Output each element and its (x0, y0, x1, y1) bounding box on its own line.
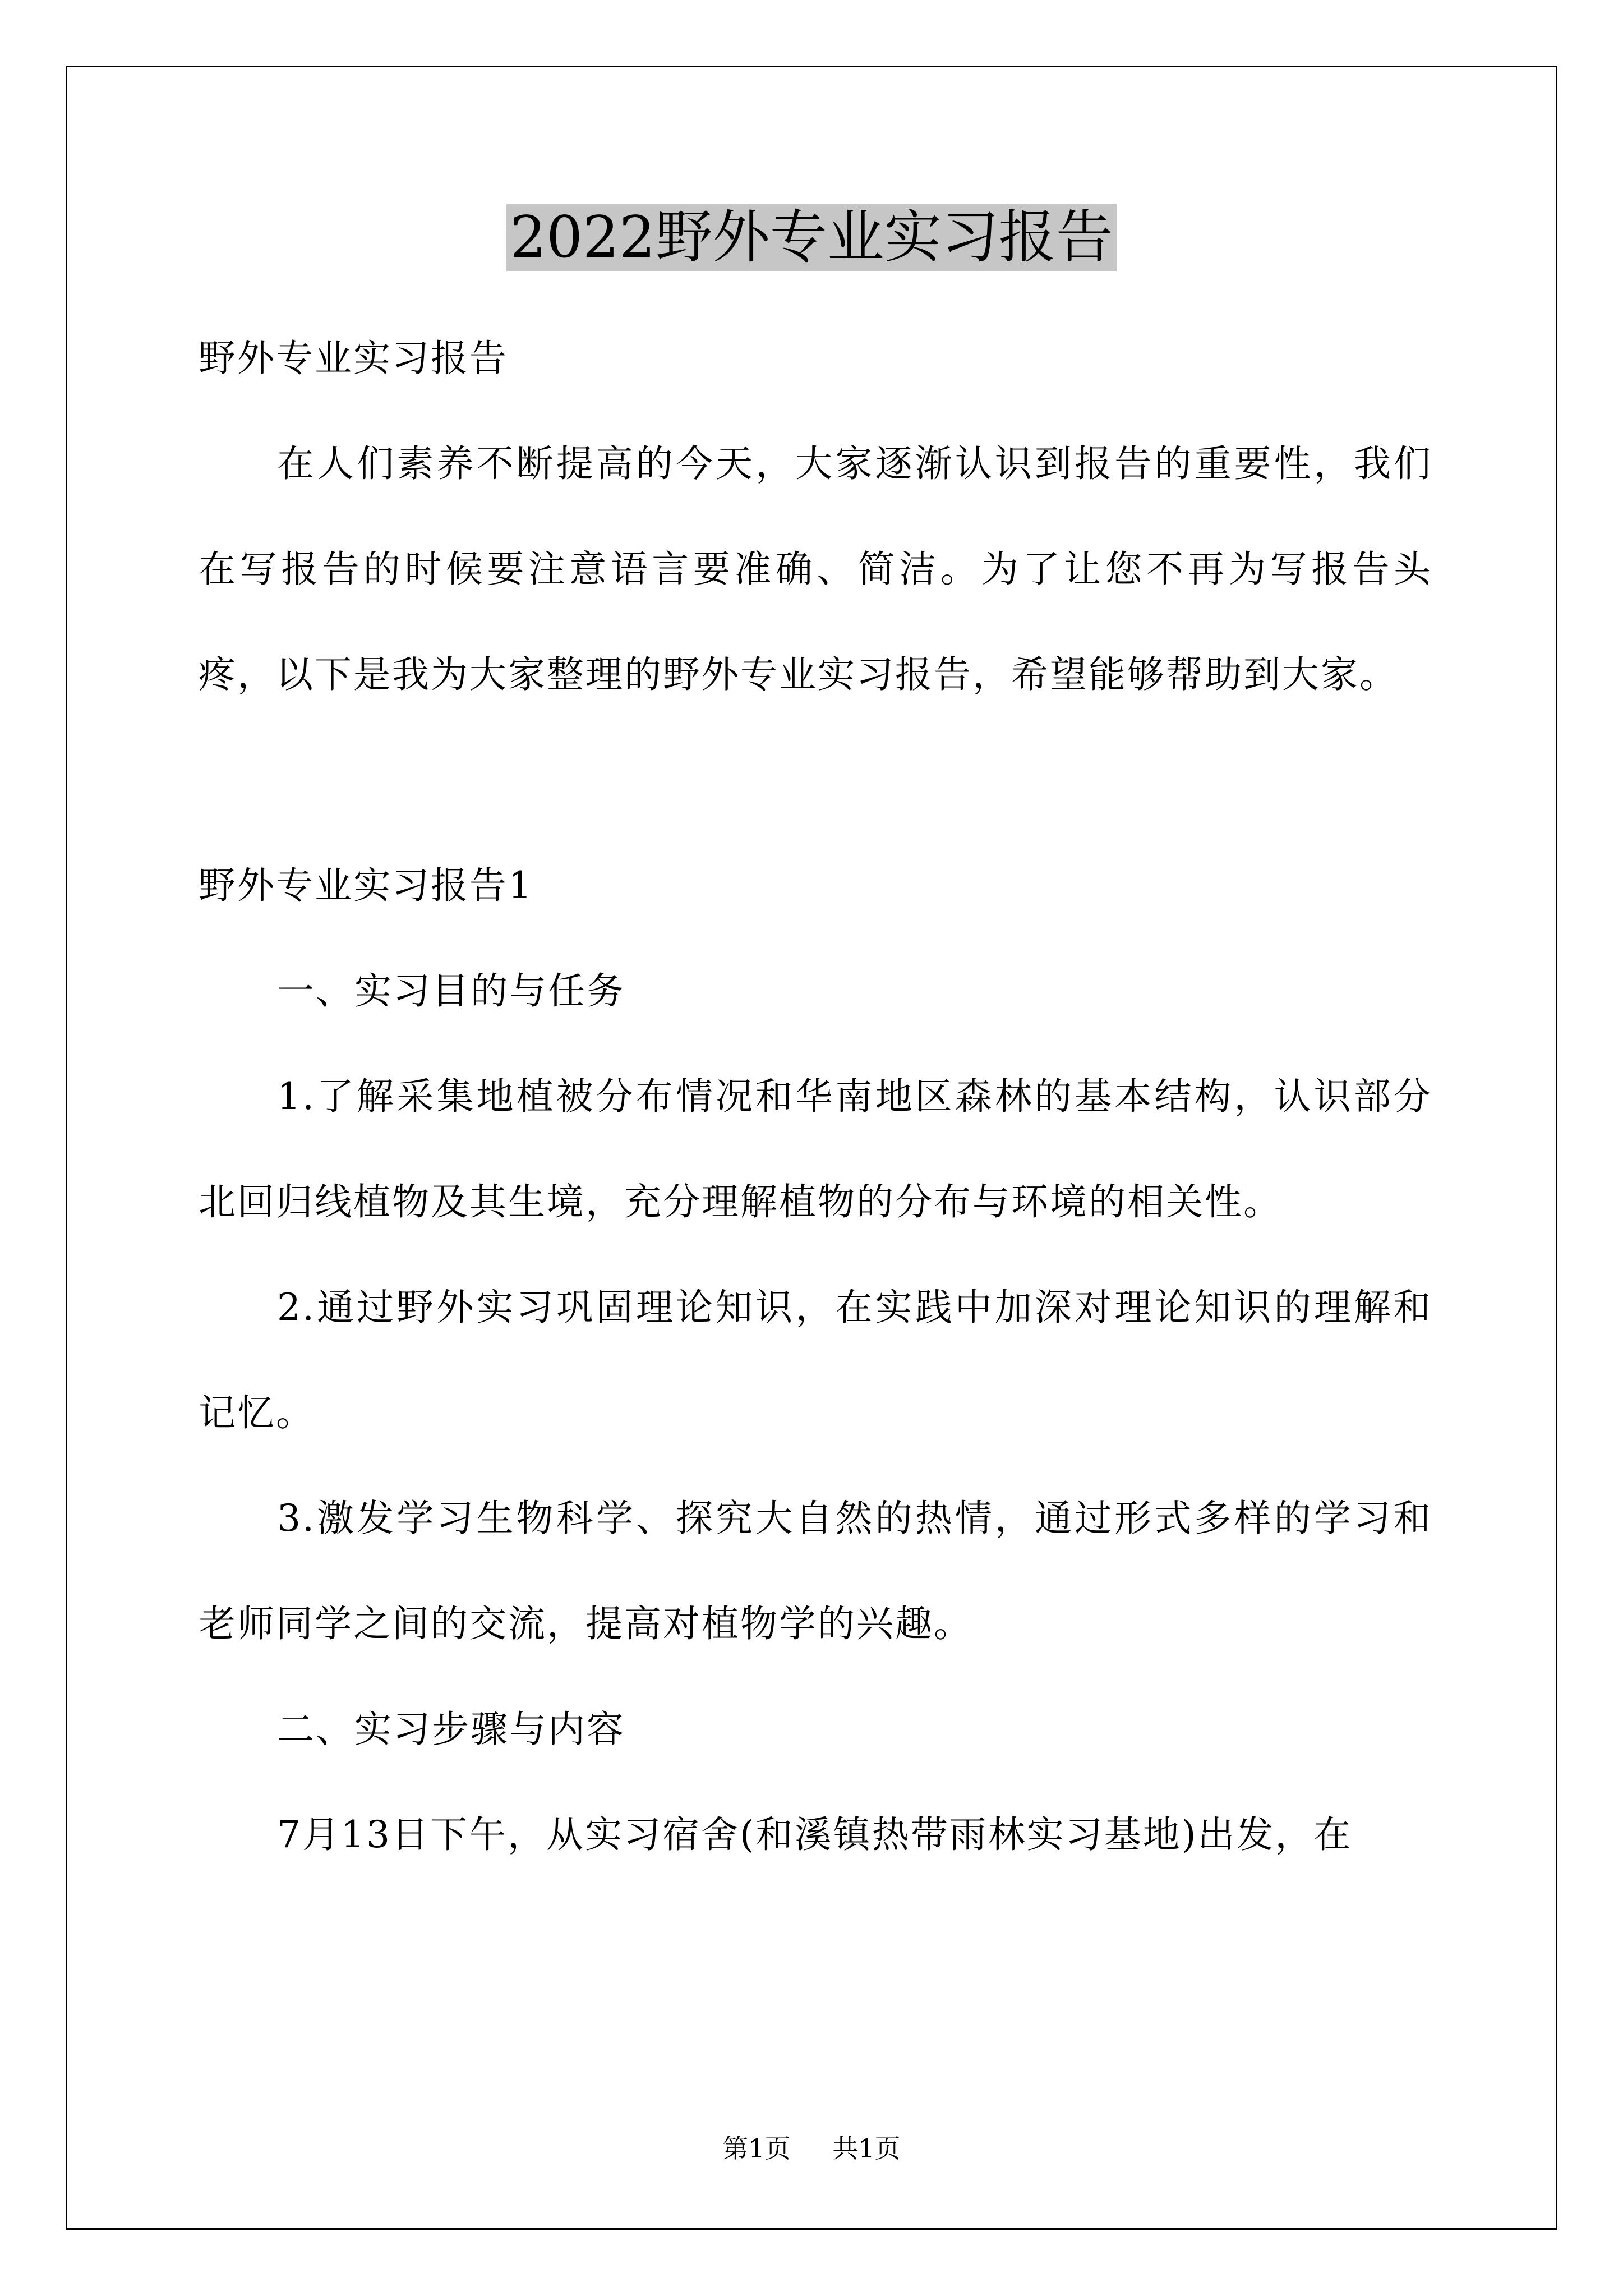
body-paragraph: 7月13日下午，从实习宿舍(和溪镇热带雨林实习基地)出发，在 (277, 1813, 1353, 1856)
list-item-3: 3.激发学习生物科学、探究大自然的热情，通过形式多样的学习和老师同学之间的交流，提高对植物学的兴趣。 (199, 1497, 1432, 1645)
intro-paragraph: 在人们素养不断提高的今天，大家逐渐认识到报告的重要性，我们在写报告的时候要注意语言要准确、简洁。为了让您不再为写报告头疼，以下是我为大家整理的野外专业实习报告，希望能够帮助到大家。 (199, 442, 1432, 696)
document-body (199, 306, 1432, 1888)
page-count: 共1页 (832, 2133, 901, 2164)
page-number: 第1页 (722, 2133, 791, 2164)
document-subtitle: 野外专业实习报告 (199, 337, 508, 380)
document-title-text: 2022野外专业实习报告 (506, 204, 1117, 271)
list-item-1: 1.了解采集地植被分布情况和华南地区森林的基本结构，认识部分北回归线植物及其生境，充分理解植物的分布与环境的相关性。 (199, 1075, 1432, 1223)
paragraph-spacer (199, 728, 1432, 833)
section-title: 野外专业实习报告1 (199, 864, 533, 907)
document-title (0, 201, 1623, 275)
heading-steps: 二、实习步骤与内容 (277, 1708, 625, 1751)
list-item-2: 2.通过野外实习巩固理论知识，在实践中加深对理论知识的理解和记忆。 (199, 1286, 1432, 1434)
heading-objectives: 一、实习目的与任务 (277, 969, 625, 1013)
page-footer (0, 2132, 1623, 2165)
